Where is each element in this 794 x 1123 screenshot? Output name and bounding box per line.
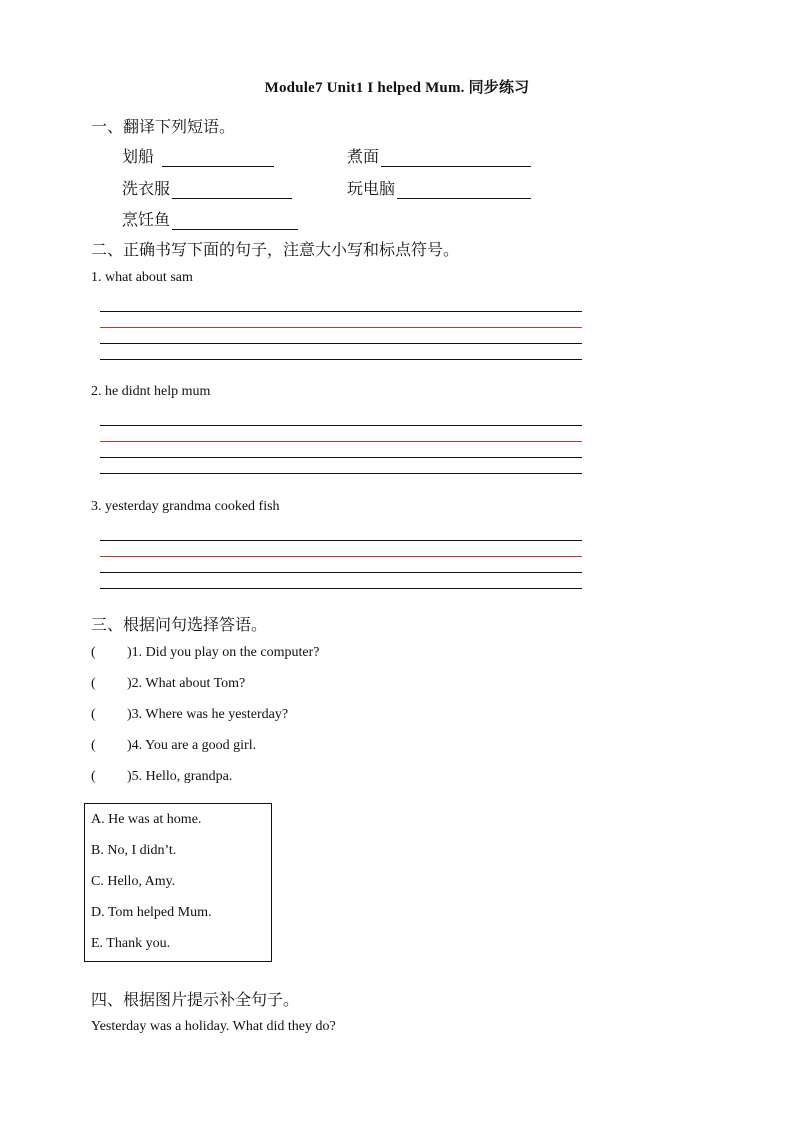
phrase-row-washing bbox=[122, 176, 292, 199]
answer-blank[interactable] bbox=[172, 184, 292, 199]
phrase-label: 划船 bbox=[122, 149, 155, 166]
writing-line bbox=[100, 311, 582, 312]
section-4-heading: 四、根据图片提示补全句子。 bbox=[91, 992, 300, 1009]
section-2-heading: 二、正确书写下面的句子，注意大小写和标点符号。 bbox=[91, 242, 460, 259]
section-1-heading: 一、翻译下列短语。 bbox=[91, 119, 236, 136]
sentence-prompt: 3. yesterday grandma cooked fish bbox=[91, 499, 280, 514]
phrase-label: 洗衣服 bbox=[122, 181, 171, 198]
writing-line bbox=[100, 343, 582, 344]
guide-line bbox=[100, 327, 582, 328]
writing-lines[interactable] bbox=[100, 540, 582, 590]
phrase-row-noodles bbox=[347, 144, 531, 167]
phrase-label: 烹饪鱼 bbox=[122, 212, 171, 229]
writing-line bbox=[100, 359, 582, 360]
answer-blank[interactable] bbox=[172, 215, 298, 230]
phrase-row-boating bbox=[122, 144, 274, 167]
answer-options-box bbox=[84, 803, 272, 962]
answer-option: E. Thank you. bbox=[91, 936, 171, 951]
answer-blank[interactable] bbox=[162, 152, 274, 167]
question-text: )2. What about Tom? bbox=[127, 676, 246, 691]
writing-line bbox=[100, 457, 582, 458]
section-4-intro: Yesterday was a holiday. What did they do? bbox=[91, 1019, 336, 1034]
answer-option: D. Tom helped Mum. bbox=[91, 905, 212, 920]
page-title: Module7 Unit1 I helped Mum. 同步练习 bbox=[264, 80, 530, 96]
writing-lines[interactable] bbox=[100, 311, 582, 361]
answer-paren[interactable]: ( bbox=[91, 645, 96, 660]
question-row bbox=[91, 676, 245, 692]
writing-line bbox=[100, 540, 582, 541]
section-3-heading: 三、根据问句选择答语。 bbox=[91, 617, 268, 634]
phrase-row-computer bbox=[347, 176, 531, 199]
phrase-label: 玩电脑 bbox=[347, 181, 396, 198]
answer-option: C. Hello, Amy. bbox=[91, 874, 176, 889]
question-text: )5. Hello, grandpa. bbox=[127, 769, 233, 784]
question-text: )4. You are a good girl. bbox=[127, 738, 257, 753]
writing-lines[interactable] bbox=[100, 425, 582, 475]
question-row bbox=[91, 707, 288, 723]
sentence-prompt: 1. what about sam bbox=[91, 270, 193, 285]
answer-option: B. No, I didn’t. bbox=[91, 843, 177, 858]
answer-paren[interactable]: ( bbox=[91, 676, 96, 691]
question-text: )1. Did you play on the computer? bbox=[127, 645, 320, 660]
answer-paren[interactable]: ( bbox=[91, 738, 96, 753]
answer-blank[interactable] bbox=[381, 152, 531, 167]
question-row bbox=[91, 738, 256, 754]
answer-blank[interactable] bbox=[397, 184, 531, 199]
writing-line bbox=[100, 588, 582, 589]
sentence-prompt: 2. he didnt help mum bbox=[91, 384, 211, 399]
question-row bbox=[91, 645, 319, 661]
phrase-label: 煮面 bbox=[347, 149, 380, 166]
guide-line bbox=[100, 556, 582, 557]
writing-line bbox=[100, 572, 582, 573]
question-row bbox=[91, 769, 232, 785]
answer-paren[interactable]: ( bbox=[91, 707, 96, 722]
answer-option: A. He was at home. bbox=[91, 812, 202, 827]
phrase-row-fish bbox=[122, 207, 298, 230]
question-text: )3. Where was he yesterday? bbox=[127, 707, 289, 722]
writing-line bbox=[100, 473, 582, 474]
guide-line bbox=[100, 441, 582, 442]
answer-paren[interactable]: ( bbox=[91, 769, 96, 784]
writing-line bbox=[100, 425, 582, 426]
